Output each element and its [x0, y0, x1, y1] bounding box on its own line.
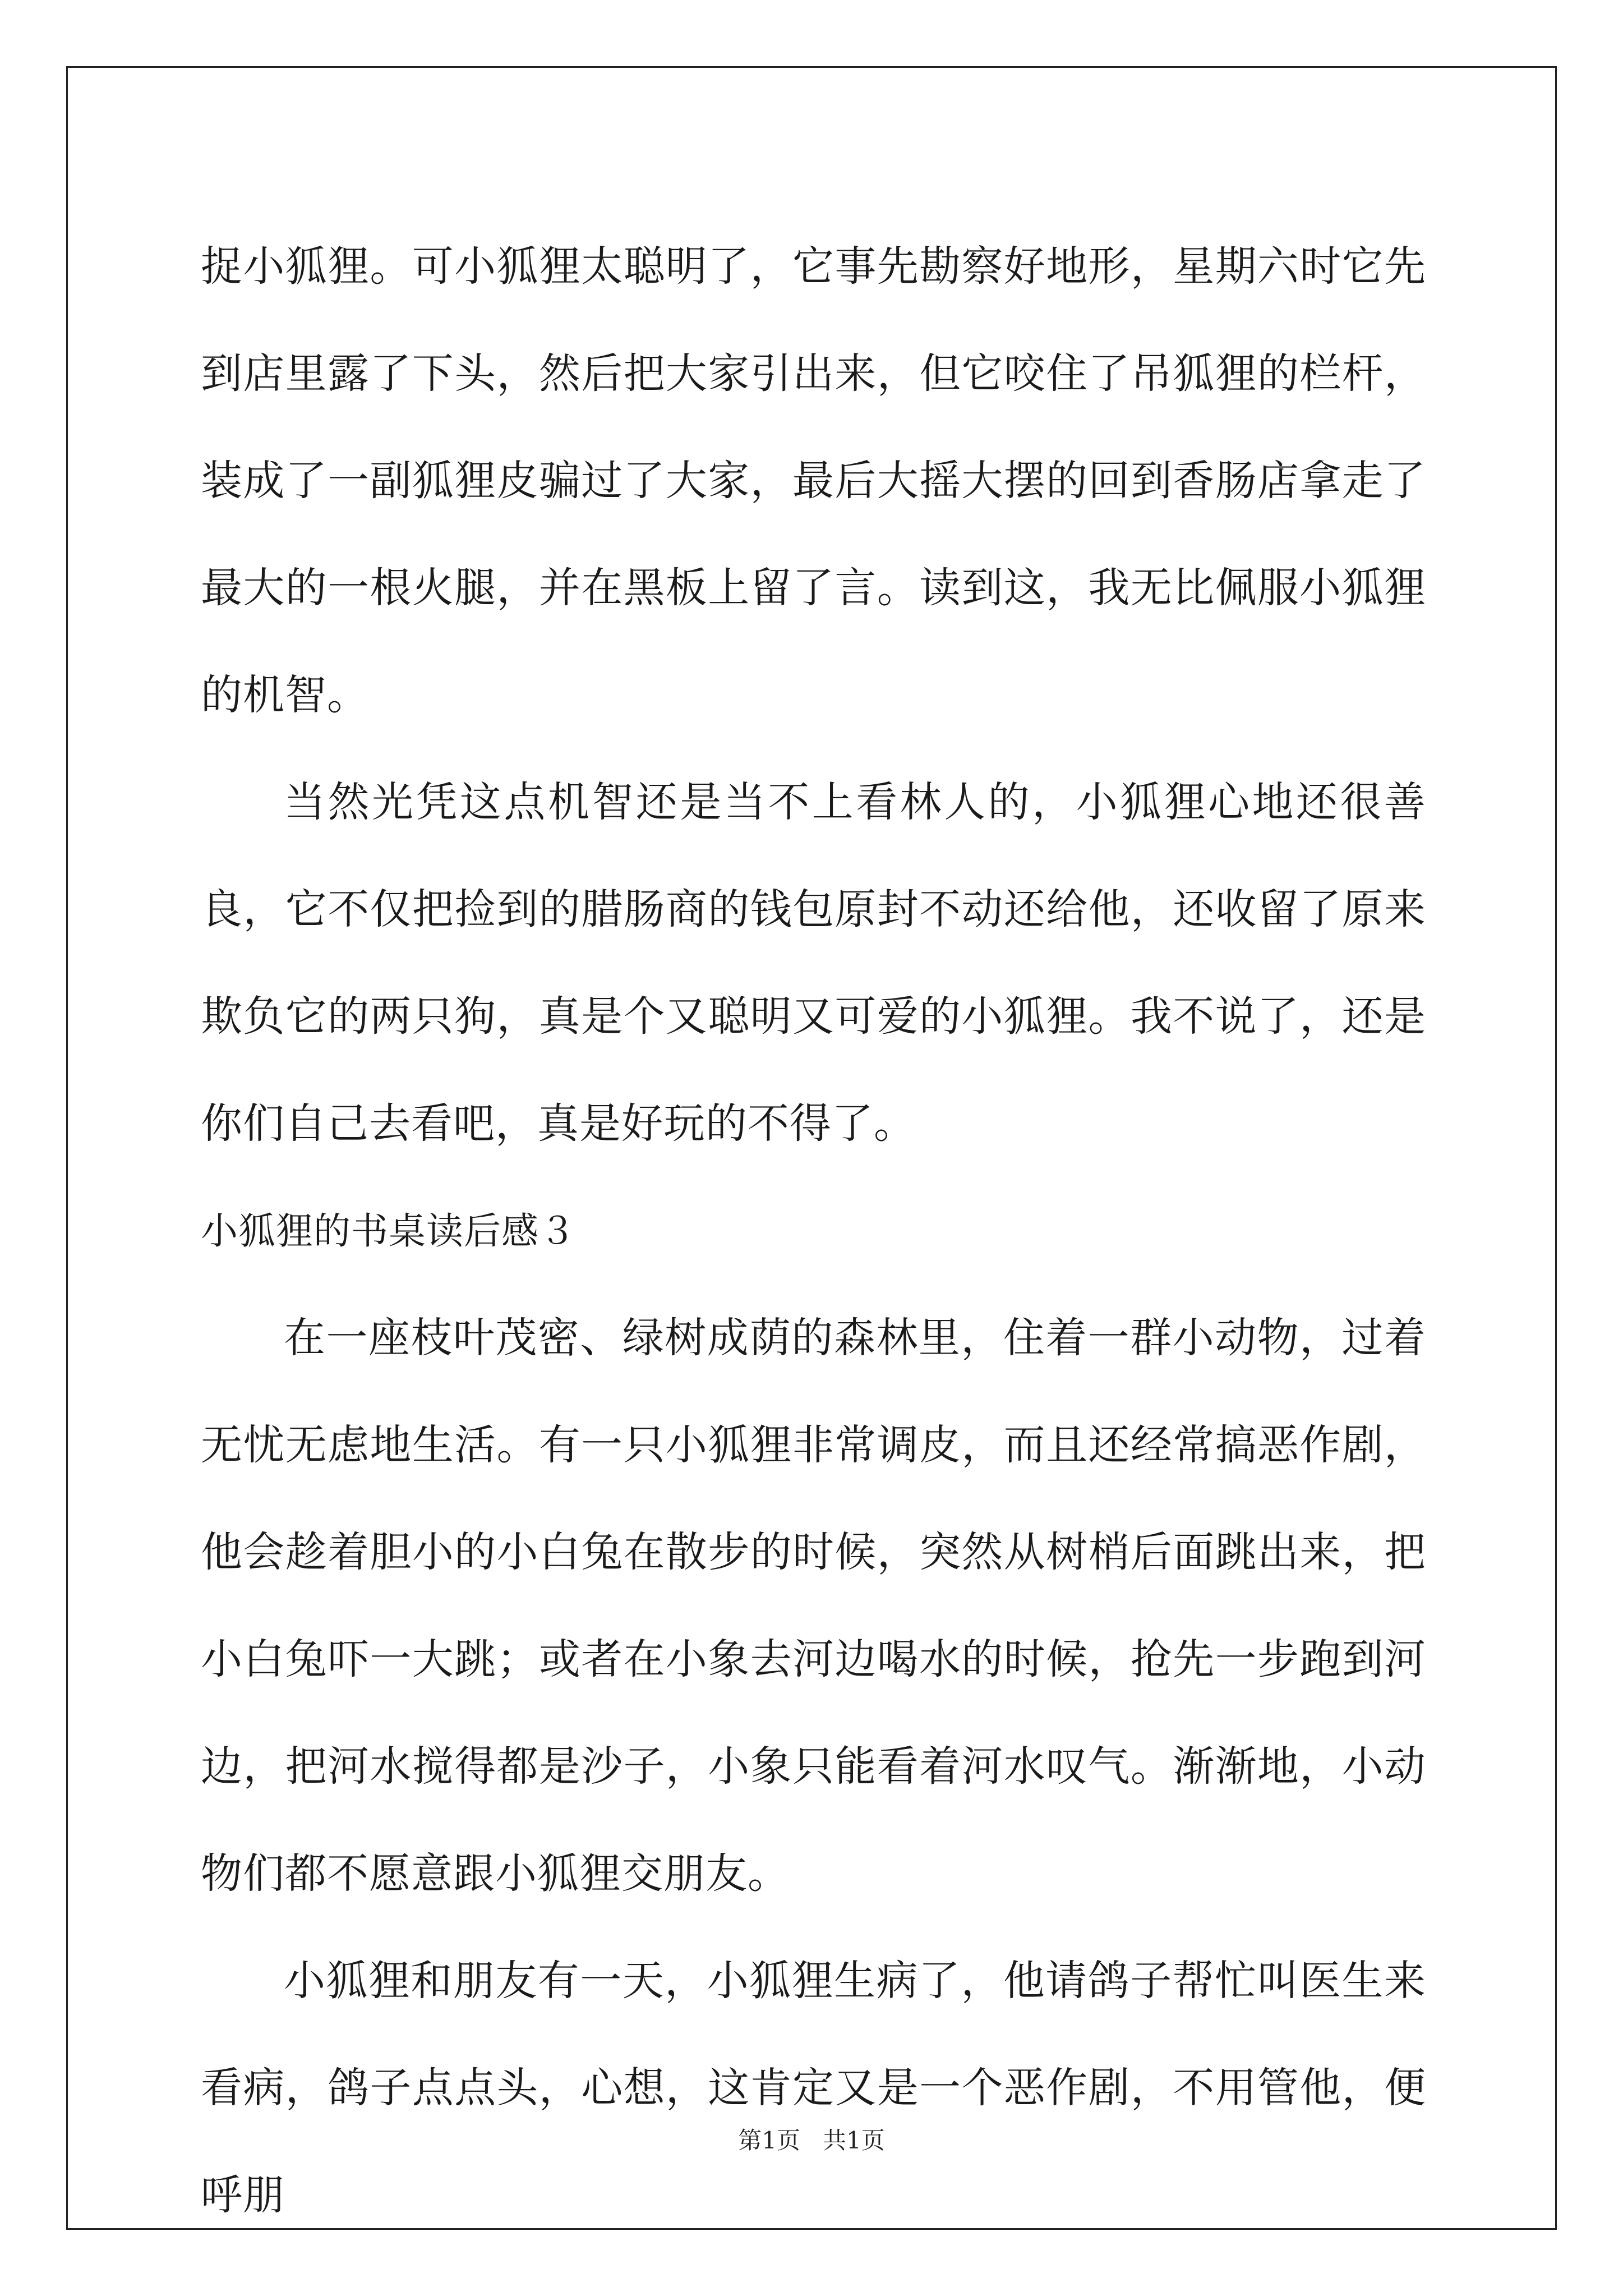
- page-number: 第1页: [738, 2127, 800, 2154]
- paragraph-1: 捉小狐狸。可小狐狸太聪明了，它事先勘察好地形，星期六时它先到店里露了下头，然后把大家引出来，但它咬住了吊狐狸的栏杆，装成了一副狐狸皮骗过了大家，最后大摇大摆的回到香肠店拿走了最大的一根火腿，并在黑板上留了言。读到这，我无比佩服小狐狸的机智。: [201, 242, 1426, 719]
- section-heading: 小狐狸的书桌读后感３: [201, 1209, 577, 1253]
- document-body: [201, 213, 1426, 2249]
- paragraph-4: 小狐狸和朋友有一天，小狐狸生病了，他请鸽子帮忙叫医生来看病，鸽子点点头，心想，这肯定又是一个恶作剧，不用管他，便呼朋: [201, 1957, 1426, 2219]
- page-total: 共1页: [823, 2127, 885, 2154]
- paragraph-3: 在一座枝叶茂密、绿树成荫的森林里，住着一群小动物，过着无忧无虑地生活。有一只小狐狸非常调皮，而且还经常搞恶作剧，他会趁着胆小的小白兔在散步的时候，突然从树梢后面跳出来，把小白兔吓一大跳；或者在小象去河边喝水的时候，抢先一步跑到河边，把河水搅得都是沙子，小象只能看着河水叹气。渐渐地，小动物们都不愿意跟小狐狸交朋友。: [201, 1314, 1426, 1898]
- page-footer: [0, 2122, 1623, 2156]
- paragraph-2: 当然光凭这点机智还是当不上看林人的，小狐狸心地还很善良，它不仅把捡到的腊肠商的钱包原封不动还给他，还收留了原来欺负它的两只狗，真是个又聪明又可爱的小狐狸。我不说了，还是你们自己去看吧，真是好玩的不得了。: [201, 778, 1426, 1148]
